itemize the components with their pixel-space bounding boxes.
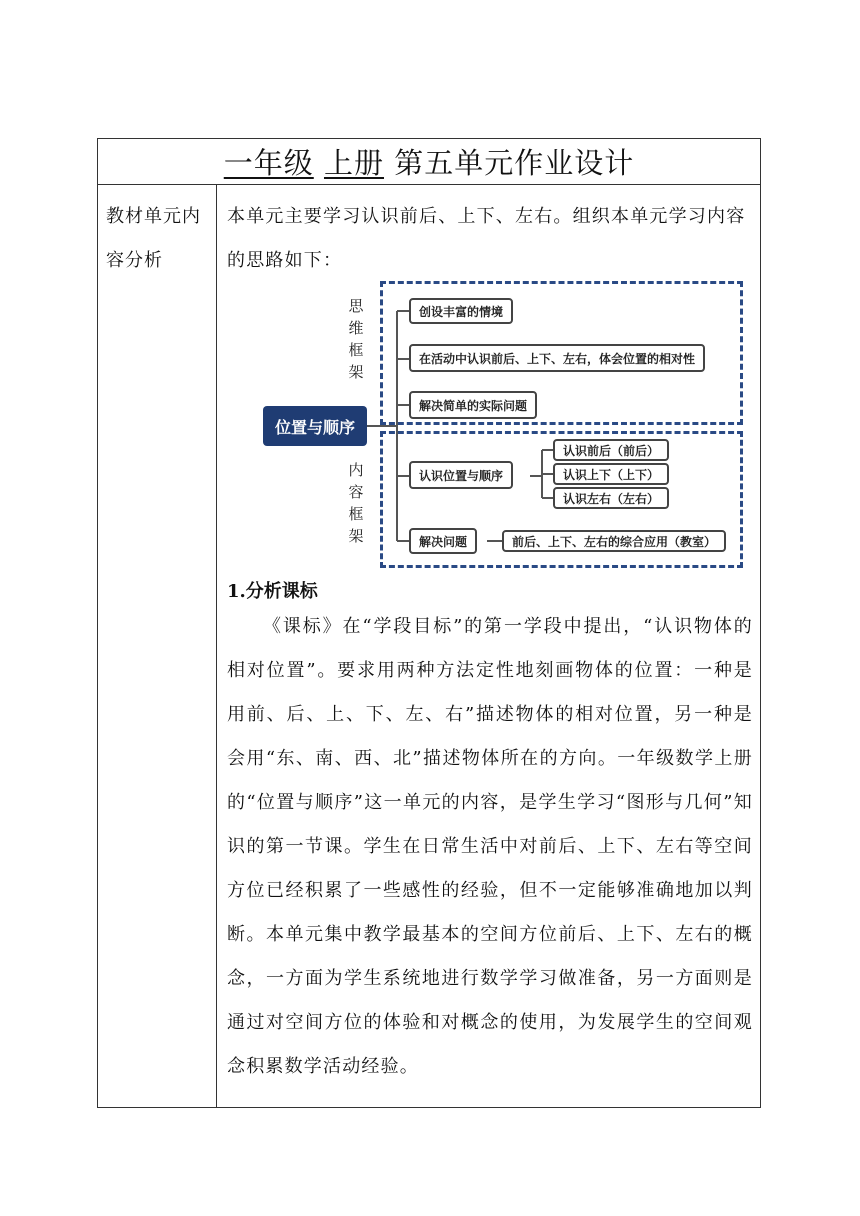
content-item: 解决问题 — [409, 528, 477, 554]
title-row — [98, 139, 760, 185]
thinking-item: 解决简单的实际问题 — [409, 391, 537, 419]
thinking-item: 在活动中认识前后、上下、左右，体会位置的相对性 — [409, 344, 705, 372]
sub-item: 认识左右（左右） — [553, 487, 669, 509]
thinking-item: 创设丰富的情境 — [409, 298, 513, 324]
problem-item: 前后、上下、左右的综合应用（教室） — [502, 530, 726, 552]
content-column — [217, 185, 760, 1107]
root-node: 位置与顺序 — [263, 406, 367, 446]
label-column — [98, 185, 217, 1107]
page-title — [224, 141, 634, 182]
sub-item: 认识上下（上下） — [553, 463, 669, 485]
mind-map — [247, 281, 747, 571]
intro-paragraph: 本单元主要学习认识前后、上下、左右。组织本单元学习内容的思路如下： — [227, 206, 746, 271]
content-item: 认识位置与顺序 — [409, 461, 513, 489]
section-heading: 1.分析课标 — [227, 581, 318, 602]
title-grade: 一年级 — [223, 146, 314, 180]
sub-item: 认识前后（前后） — [553, 439, 669, 461]
thinking-frame-label: 思维框架 — [348, 297, 364, 381]
title-unit: 第五单元作业设计 — [394, 146, 635, 180]
design-table — [97, 138, 761, 1108]
content-frame-label: 内容框架 — [348, 461, 364, 545]
body-paragraph: 《课标》在“学段目标”的第一学段中提出，“认识物体的相对位置”。要求用两种方法定性地刻画物体的位置：一种是用前、后、上、下、左、右”描述物体的相对位置，另一种是会用“东、南、西、北”描述物体所在的方向。一年级数学上册的“位置与顺序”这一单元的内容，是学生学习“图形与几何”知识的第一节课。学生在日常生活中对前后、上下、左右等空间方位已经积累了一些感性的经验，但不一定能够准确地加以判断。本单元集中教学最基本的空间方位前后、上下、左右的概念，一方面为学生系统地进行数学学习做准备，另一方面则是通过对空间方位的体验和对概念的使用，为发展学生的空间观念积累数学活动经验。 — [227, 616, 753, 1077]
title-volume: 上册 — [323, 146, 384, 180]
row-label: 教材单元内容分析 — [106, 206, 201, 271]
